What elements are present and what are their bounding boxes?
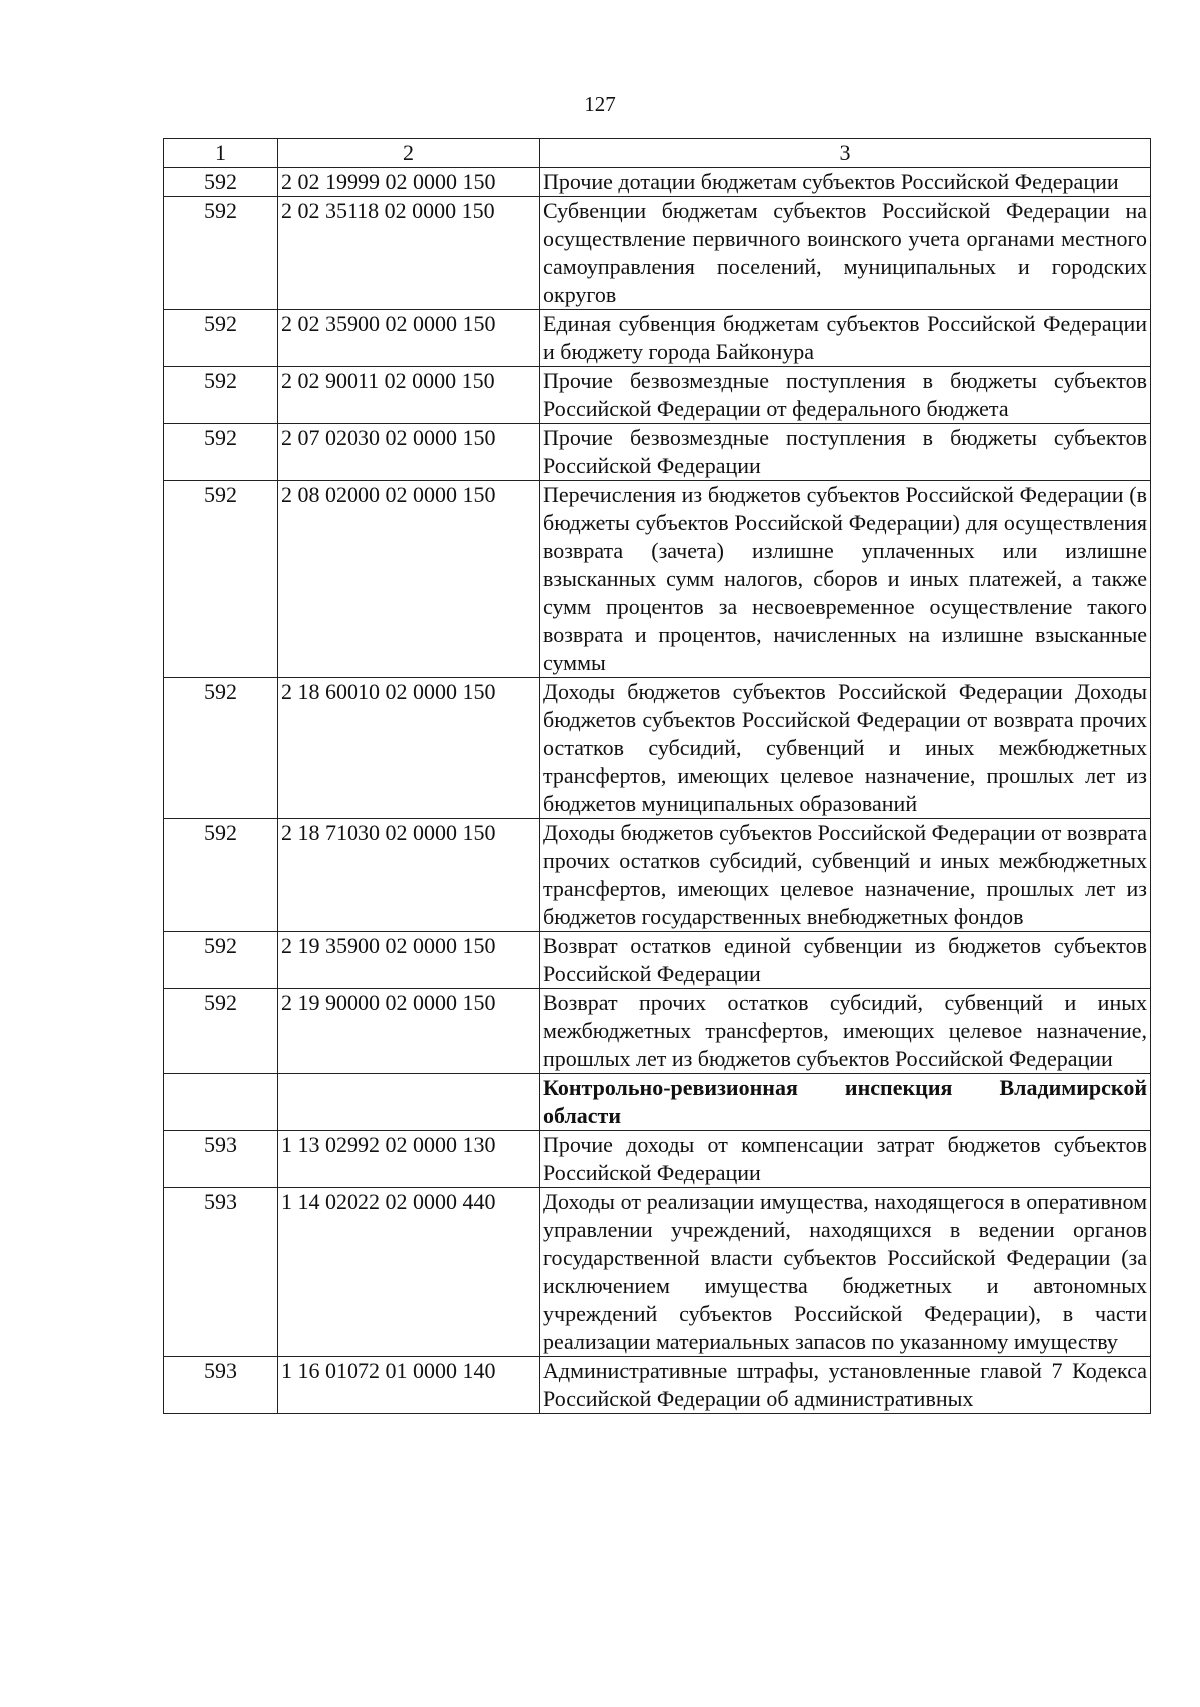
table-row xyxy=(164,989,1151,1074)
budget-classification-code-cell: 2 19 35900 02 0000 150 xyxy=(278,932,540,989)
description-cell: Доходы бюджетов субъектов Российской Федерации Доходы бюджетов субъектов Российской Федерации от возврата прочих остатков субсидий, субвенций и иных межбюджетных трансфертов, имеющих целевое назначение, прошлых лет из бюджетов муниципальных образований xyxy=(540,678,1151,819)
budget-classification-code-cell: 2 02 35900 02 0000 150 xyxy=(278,310,540,367)
admin-code-cell: 592 xyxy=(164,424,278,481)
budget-classification-code-cell: 2 19 90000 02 0000 150 xyxy=(278,989,540,1074)
admin-code-cell: 592 xyxy=(164,310,278,367)
description-cell: Доходы бюджетов субъектов Российской Федерации от возврата прочих остатков субсидий, субвенций и иных межбюджетных трансфертов, имеющих целевое назначение, прошлых лет из бюджетов государственных внебюджетных фондов xyxy=(540,819,1151,932)
table-row xyxy=(164,678,1151,819)
page-number: 127 xyxy=(584,92,616,116)
description-cell: Субвенции бюджетам субъектов Российской Федерации на осуществление первичного воинского учета органами местного самоуправления поселений, муниципальных и городских округов xyxy=(540,197,1151,310)
table-row xyxy=(164,310,1151,367)
table-body xyxy=(164,139,1151,1414)
budget-classification-code-cell: 2 02 35118 02 0000 150 xyxy=(278,197,540,310)
budget-classification-code-cell: 1 14 02022 02 0000 440 xyxy=(278,1188,540,1357)
description-cell: Прочие безвозмездные поступления в бюджеты субъектов Российской Федерации xyxy=(540,424,1151,481)
budget-revenue-table xyxy=(163,138,1151,1414)
budget-classification-code-cell: 1 16 01072 01 0000 140 xyxy=(278,1357,540,1414)
table-row xyxy=(164,1357,1151,1414)
table-row xyxy=(164,197,1151,310)
table-header-row xyxy=(164,139,1151,168)
table-row xyxy=(164,481,1151,678)
description-cell: Прочие дотации бюджетам субъектов Российской Федерации xyxy=(540,168,1151,197)
admin-code-cell: 593 xyxy=(164,1357,278,1414)
section-title-cell: Контрольно-ревизионная инспекция Владимирской области xyxy=(540,1074,1151,1131)
description-cell: Возврат прочих остатков субсидий, субвенций и иных межбюджетных трансфертов, имеющих целевое назначение, прошлых лет из бюджетов субъектов Российской Федерации xyxy=(540,989,1151,1074)
description-cell: Прочие доходы от компенсации затрат бюджетов субъектов Российской Федерации xyxy=(540,1131,1151,1188)
description-cell: Перечисления из бюджетов субъектов Российской Федерации (в бюджеты субъектов Российской Федерации) для осуществления возврата (зачета) излишне уплаченных или излишне взысканных сумм налогов, сборов и иных платежей, а также сумм процентов за несвоевременное осуществление такого возврата и процентов, начисленных на излишне взысканные суммы xyxy=(540,481,1151,678)
budget-classification-code-cell: 2 02 19999 02 0000 150 xyxy=(278,168,540,197)
table-row xyxy=(164,424,1151,481)
description-cell: Доходы от реализации имущества, находящегося в оперативном управлении учреждений, находящихся в ведении органов государственной власти субъектов Российской Федерации (за исключением имущества бюджетных и автономных учреждений субъектов Российской Федерации), в части реализации материальных запасов по указанному имуществу xyxy=(540,1188,1151,1357)
table-row xyxy=(164,819,1151,932)
admin-code-cell: 592 xyxy=(164,819,278,932)
admin-code-cell: 592 xyxy=(164,197,278,310)
budget-classification-code-cell: 2 08 02000 02 0000 150 xyxy=(278,481,540,678)
table-row xyxy=(164,367,1151,424)
budget-classification-code-cell: 2 02 90011 02 0000 150 xyxy=(278,367,540,424)
table-row xyxy=(164,168,1151,197)
budget-classification-code-cell: 1 13 02992 02 0000 130 xyxy=(278,1131,540,1188)
budget-classification-code-cell xyxy=(278,1074,540,1131)
header-col-2: 2 xyxy=(278,139,540,168)
section-heading-row xyxy=(164,1074,1151,1131)
admin-code-cell: 592 xyxy=(164,932,278,989)
header-col-3: 3 xyxy=(540,139,1151,168)
table-row xyxy=(164,1188,1151,1357)
budget-classification-code-cell: 2 18 60010 02 0000 150 xyxy=(278,678,540,819)
admin-code-cell: 592 xyxy=(164,481,278,678)
description-cell: Единая субвенция бюджетам субъектов Российской Федерации и бюджету города Байконура xyxy=(540,310,1151,367)
admin-code-cell: 593 xyxy=(164,1188,278,1357)
table-row xyxy=(164,1131,1151,1188)
admin-code-cell: 592 xyxy=(164,367,278,424)
description-cell: Прочие безвозмездные поступления в бюджеты субъектов Российской Федерации от федерального бюджета xyxy=(540,367,1151,424)
budget-classification-code-cell: 2 18 71030 02 0000 150 xyxy=(278,819,540,932)
admin-code-cell: 593 xyxy=(164,1131,278,1188)
table-row xyxy=(164,932,1151,989)
admin-code-cell: 592 xyxy=(164,989,278,1074)
description-cell: Административные штрафы, установленные главой 7 Кодекса Российской Федерации об административных xyxy=(540,1357,1151,1414)
admin-code-cell xyxy=(164,1074,278,1131)
budget-classification-code-cell: 2 07 02030 02 0000 150 xyxy=(278,424,540,481)
admin-code-cell: 592 xyxy=(164,678,278,819)
header-col-1: 1 xyxy=(164,139,278,168)
description-cell: Возврат остатков единой субвенции из бюджетов субъектов Российской Федерации xyxy=(540,932,1151,989)
admin-code-cell: 592 xyxy=(164,168,278,197)
